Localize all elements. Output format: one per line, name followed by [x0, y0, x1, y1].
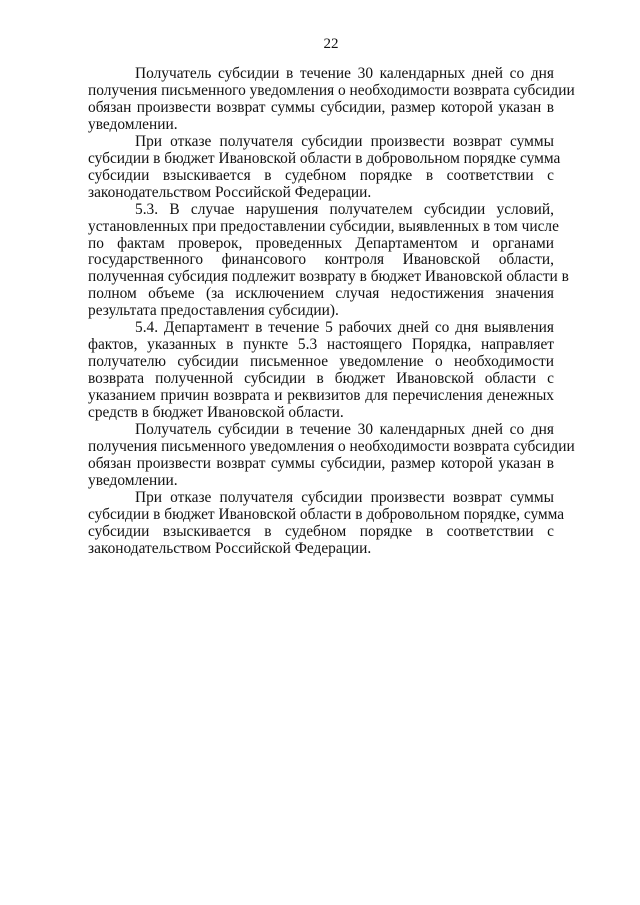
paragraph — [88, 421, 575, 490]
text-line: субсидии в бюджет Ивановской области в добровольном порядке, сумма — [88, 505, 565, 523]
text-line: полном объеме (за исключением случая недостижения значения — [88, 285, 554, 303]
text-line: субсидии взыскивается в судебном порядке в соответствии с — [88, 522, 554, 540]
document-body — [88, 65, 575, 558]
text-line: установленных при предоставлении субсидии, выявленных в том числе — [88, 217, 559, 235]
text-line: возврата полученной субсидии в бюджет Ивановской области с — [88, 370, 554, 388]
text-line: по фактам проверок, проведенных Департаментом и органами — [88, 234, 554, 252]
text-line: получения письменного уведомления о необходимости возврата субсидии — [88, 81, 575, 99]
text-line: фактов, указанных в пункте 5.3 настоящего Порядка, направляет — [88, 336, 554, 354]
text-line: Получатель субсидии в течение 30 календарных дней со дня — [135, 65, 554, 82]
paragraph — [88, 200, 569, 321]
text-line: обязан произвести возврат суммы субсидии, размер которой указан в — [88, 454, 554, 472]
text-line: 5.4. Департамент в течение 5 рабочих дней со дня выявления — [135, 319, 554, 337]
text-line: При отказе получателя субсидии произвести возврат суммы — [135, 488, 554, 506]
text-line: средств в бюджет Ивановской области. — [88, 404, 344, 422]
paragraph — [88, 65, 575, 134]
text-line: субсидии взыскивается в судебном порядке в соответствии с — [88, 166, 554, 184]
text-line: полученная субсидия подлежит возврату в бюджет Ивановской области в — [88, 268, 569, 286]
text-line: Получатель субсидии в течение 30 календарных дней со дня — [135, 421, 554, 439]
text-line: субсидии в бюджет Ивановской области в добровольном порядке сумма — [88, 149, 561, 167]
text-line: указанием причин возврата и реквизитов для перечисления денежных — [88, 387, 554, 405]
text-line: получателю субсидии письменное уведомление о необходимости — [88, 353, 554, 371]
text-line: законодательством Российской Федерации. — [88, 183, 372, 201]
paragraph — [88, 488, 565, 558]
text-line: результата предоставления субсидии). — [88, 302, 339, 320]
text-line: государственного финансового контроля Ивановской области, — [88, 251, 554, 269]
text-line: законодательством Российской Федерации. — [88, 539, 372, 557]
text-line: При отказе получателя субсидии произвести возврат суммы — [135, 132, 554, 150]
paragraph — [88, 320, 554, 422]
text-line: 5.3. В случае нарушения получателем субсидии условий, — [135, 200, 554, 218]
paragraph — [88, 132, 561, 202]
text-line: уведомлении. — [88, 471, 178, 489]
text-line: уведомлении. — [88, 115, 178, 133]
page-number: 22 — [323, 36, 339, 52]
text-line: получения письменного уведомления о необходимости возврата субсидии — [88, 437, 575, 455]
text-line: обязан произвести возврат суммы субсидии, размер которой указан в — [88, 98, 554, 116]
